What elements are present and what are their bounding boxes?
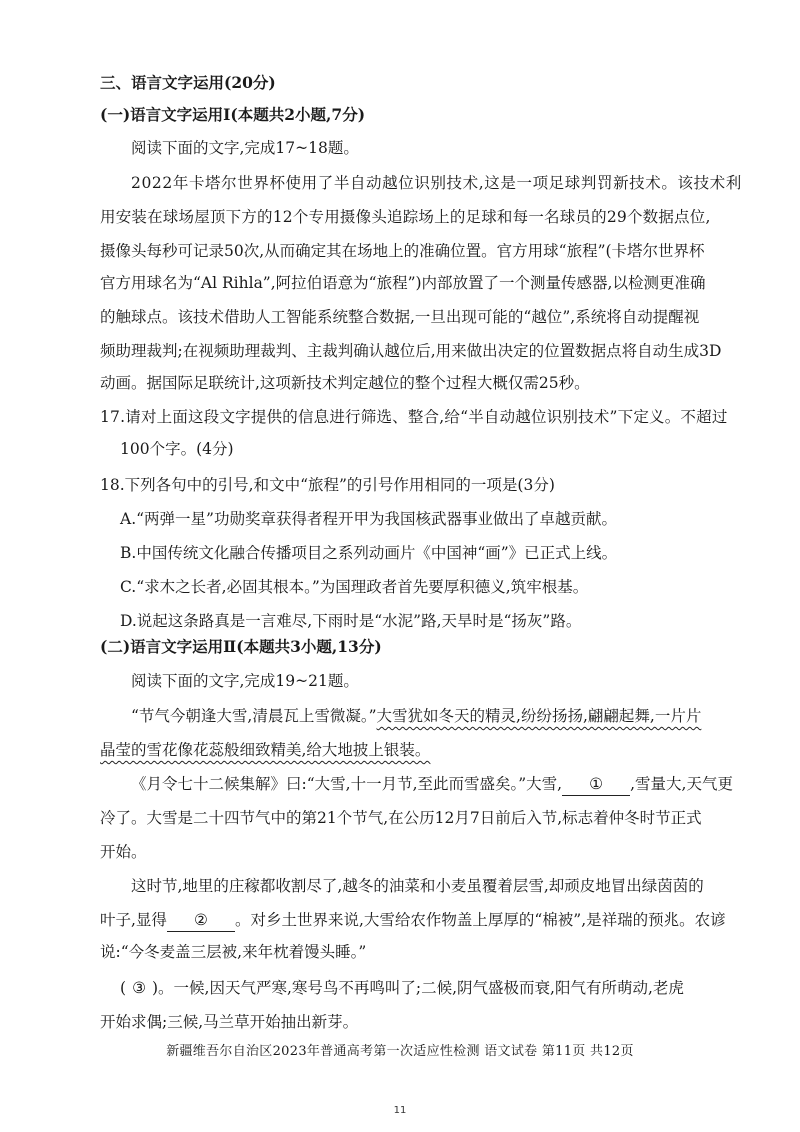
paragraph-line [131,773,733,796]
paragraph-line: 说:“今冬麦盖三层被,来年枕着馒头睡。” [100,943,367,961]
blank-2 [167,909,235,932]
passage-line: 摄像头每秒可记录50次,从而确定其在场地上的准确位置。官方用球“旅程”(卡塔尔世界杯 [100,242,705,260]
paragraph-line [100,909,726,932]
paragraph-line [131,705,701,727]
blank-number: ② [193,911,208,929]
text-segment: )。一候,因天气严寒,寒号鸟不再鸣叫了;二候,阴气盛极而衰,阳气有所萌动,老虎 [151,979,684,997]
blank-1 [562,773,630,796]
paragraph-line: 冷了。大雪是二十四节气中的第21个节气,在公历12月7日前后入节,标志着仲冬时节正式 [100,809,702,827]
blank-3: ③ [132,979,146,997]
wavy-underlined-text: 大雪犹如冬天的精灵,纷纷扬扬,翩翩起舞,一片片 [376,707,702,725]
option-d: D.说起这条路真是一言难尽,下雨时是“水泥”路,天旱时是“扬灰”路。 [120,612,582,630]
question-17: 17.请对上面这段文字提供的信息进行筛选、整合,给“半自动越位识别技术”下定义。不超过 [100,408,728,426]
part2-heading: (二)语言文字运用Ⅱ(本题共3小题,13分) [100,637,382,656]
part2-instruction: 阅读下面的文字,完成19~21题。 [131,672,359,690]
wavy-underlined-text: 晶莹的雪花像花蕊般细致精美,给大地披上银装。 [100,741,431,759]
paragraph-line: 开始。 [100,843,147,861]
page-number: 11 [393,1105,407,1116]
part1-heading: (一)语言文字运用Ⅰ(本题共2小题,7分) [100,105,366,124]
option-b: B.中国传统文化融合传播项目之系列动画片《中国神“画”》已正式上线。 [120,544,618,562]
option-c: C.“求木之长者,必固其根本。”为国理政者首先要厚积德义,筑牢根基。 [120,578,589,596]
passage-line: 的触球点。该技术借助人工智能系统整合数据,一旦出现可能的“越位”,系统将自动提醒视 [100,308,700,326]
part1-instruction: 阅读下面的文字,完成17~18题。 [131,139,359,157]
page-footer: 新疆维吾尔自治区2023年普通高考第一次适应性检测 语文试卷 第11页 共12页 [166,1044,634,1059]
passage-line: 官方用球名为“Al Rihla”,阿拉伯语意为“旅程”)内部放置了一个测量传感器,以检测更准确 [100,274,706,292]
passage-line: 用安装在球场屋顶下方的12个专用摄像头追踪场上的足球和每一名球员的29个数据点位, [100,208,711,226]
paragraph-line: 开始求偶;三候,马兰草开始抽出新芽。 [100,1013,359,1031]
paragraph-line [100,739,430,761]
question-18: 18.下列各句中的引号,和文中“旅程”的引号作用相同的一项是(3分) [100,476,555,494]
text-segment: 《月令七十二候集解》曰:“大雪,十一月节,至此而雪盛矣。”大雪, [131,775,563,793]
paragraph-line [120,977,684,999]
paragraph-line: 这时节,地里的庄稼都收割尽了,越冬的油菜和小麦虽覆着层雪,却顽皮地冒出绿茵茵的 [131,877,704,895]
passage-line: 频助理裁判;在视频助理裁判、主裁判确认越位后,用来做出决定的位置数据点将自动生成3D [100,342,722,360]
passage-line: 动画。据国际足联统计,这项新技术判定越位的整个过程大概仅需25秒。 [100,374,590,392]
poem-quote: “节气今朝逢大雪,清晨瓦上雪微凝。” [131,707,377,725]
blank-number: ① [589,775,604,793]
text-segment: 叶子,显得 [100,911,167,929]
text-segment: ,雪量大,天气更 [630,775,733,793]
text-segment: ( [120,979,127,997]
question-17-cont: 100个字。(4分) [120,440,234,458]
option-a: A.“两弹一星”功勋奖章获得者程开甲为我国核武器事业做出了卓越贡献。 [120,510,617,528]
section-title: 三、语言文字运用(20分) [100,73,276,92]
passage-line: 2022年卡塔尔世界杯使用了半自动越位识别技术,这是一项足球判罚新技术。该技术利 [131,174,742,192]
text-segment: 。对乡土世界来说,大雪给农作物盖上厚厚的“棉被”,是祥瑞的预兆。农谚 [234,911,726,929]
